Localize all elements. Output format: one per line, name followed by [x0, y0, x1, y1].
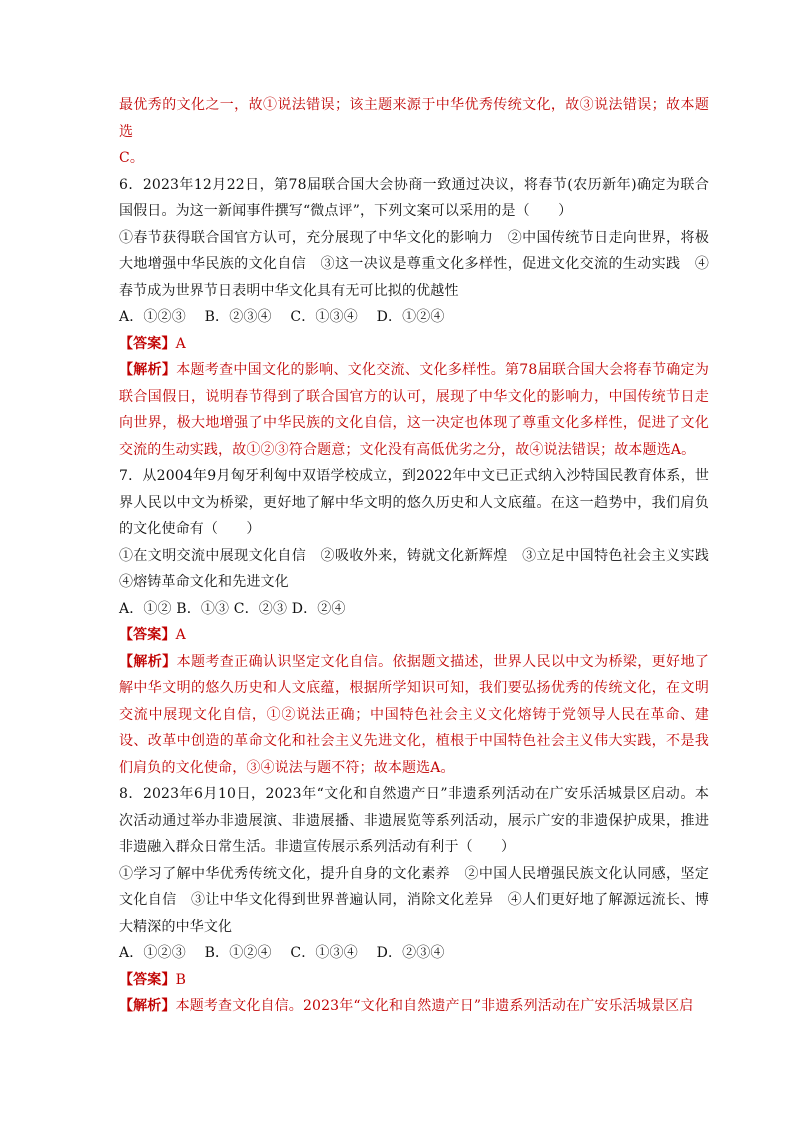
prev-analysis-line: 最优秀的文化之一，故①说法错误；该主题来源于中华优秀传统文化，故③说法错误；故本题选 — [119, 97, 709, 140]
analysis-label: 【解析】 — [119, 362, 177, 378]
question-8-choices: A．①②③ B．①②④ C．①③④ D．②③④ — [119, 945, 445, 961]
analysis-text-cont: 2023年“文化和自然遗产日”非遗系列活动在广安乐活城景区启 — [302, 998, 694, 1014]
question-6-stem: 6．2023年12月22日，第78届联合国大会协商一致通过决议，将春节(农历新年)确定为联合国假日。为这一新闻事件撰写“微点评”，下列文案可以采用的是（ ） — [119, 176, 709, 219]
question-7-analysis — [119, 649, 709, 782]
analysis-label: 【解析】 — [119, 653, 177, 670]
question-6-analysis — [119, 357, 709, 463]
question-8-analysis — [119, 993, 709, 1020]
answer-value: A — [175, 627, 186, 643]
question-8-options: ①学习了解中华优秀传统文化，提升自身的文化素养 ②中国人民增强民族文化认同感，坚定文化自信 ③让中华文化得到世界普遍认同，消除文化差异 ④人们更好地了解源远流长、博大精深的中华文化 — [119, 865, 709, 935]
question-8-answer — [119, 967, 709, 994]
answer-label: 【答案】 — [119, 335, 176, 352]
question-7-choices: A．①② B．①③ C．②③ D．②④ — [119, 600, 346, 617]
answer-value: B — [175, 971, 187, 988]
analysis-text: 本题考查正确认识坚定文化自信。依据题文描述，世界人民以中文为桥梁，更好地了解中华文明的悠久历史和人文底蕴，根据所学知识可知，我们要弘扬优秀的传统文化，在文明交流中展现文化自信， — [119, 653, 709, 723]
question-8-stem: 8．2023年6月10日，2023年“文化和自然遗产日”非遗系列活动在广安乐活城景区启动。本次活动通过举办非遗展演、非遗展播、非遗展览等系列活动，展示广安的非遗保护成果，推进非遗融入群众日常生活。非遗宣传展示系列活动有利于（ ） — [119, 786, 709, 855]
prev-analysis-answer: C。 — [119, 150, 145, 166]
prev-analysis-tail — [119, 92, 709, 172]
analysis-text: 本题考查中国文化的影响、文化交流、文化多样性。第78届联合国大会将春节确定为联合国假日，说明春节得到了联合国官方的认可，展现了中华文化的影响力，中国传统节日走向世界，极大地增强了中华民族的文化自信，这一决定也体现了尊重文化多样性，促进了文化交流的生动实践，故①②③符合题意；文化没有高低优劣之分，故④说法错误；故本题选A。 — [119, 362, 709, 458]
question-6-options: ①春节获得联合国官方认可，充分展现了中华文化的影响力 ②中国传统节日走向世界，将极大地增强中华民族的文化自信 ③这一决议是尊重文化多样性，促进文化交流的生动实践 ④春节成为世界节日表明中华文化具有无可比拟的优越性 — [119, 229, 709, 299]
question-6-choices: A．①②③ B．②③④ C．①③④ D．①②④ — [119, 309, 445, 325]
analysis-text: 本题考查文化自信。 — [175, 998, 303, 1014]
question-7-options: ①在文明交流中展现文化自信 ②吸收外来，铸就文化新辉煌 ③立足中国特色社会主义实践 ④熔铸革命文化和先进文化 — [119, 547, 724, 590]
document-content — [119, 92, 724, 1020]
question-7-stem: 7．从2004年9月匈牙利匈中双语学校成立，到2022年中文已正式纳入沙特国民教育体系，世界人民以中文为桥梁，更好地了解中华文明的悠久历史和人文底蕴。在这一趋势中，我们肩负的文化使命有（ ） — [119, 468, 709, 537]
answer-label: 【答案】 — [119, 627, 176, 643]
question-7-answer — [119, 622, 709, 649]
analysis-label: 【解析】 — [119, 998, 176, 1014]
answer-value: A — [175, 335, 186, 352]
analysis-highlight: ①②说法正确 — [266, 706, 356, 723]
analysis-text-cont: ；中国特色社会主义文化熔铸于党领导人民在革命、建设、改革中创造的革命文化和社会主义先进文化，植根于中国特色社会主义伟大实践，不是我们肩负的文化使命，③④说法与题不符；故本题选A。 — [119, 706, 709, 776]
question-6-answer — [119, 331, 709, 358]
answer-label: 【答案】 — [119, 971, 176, 988]
